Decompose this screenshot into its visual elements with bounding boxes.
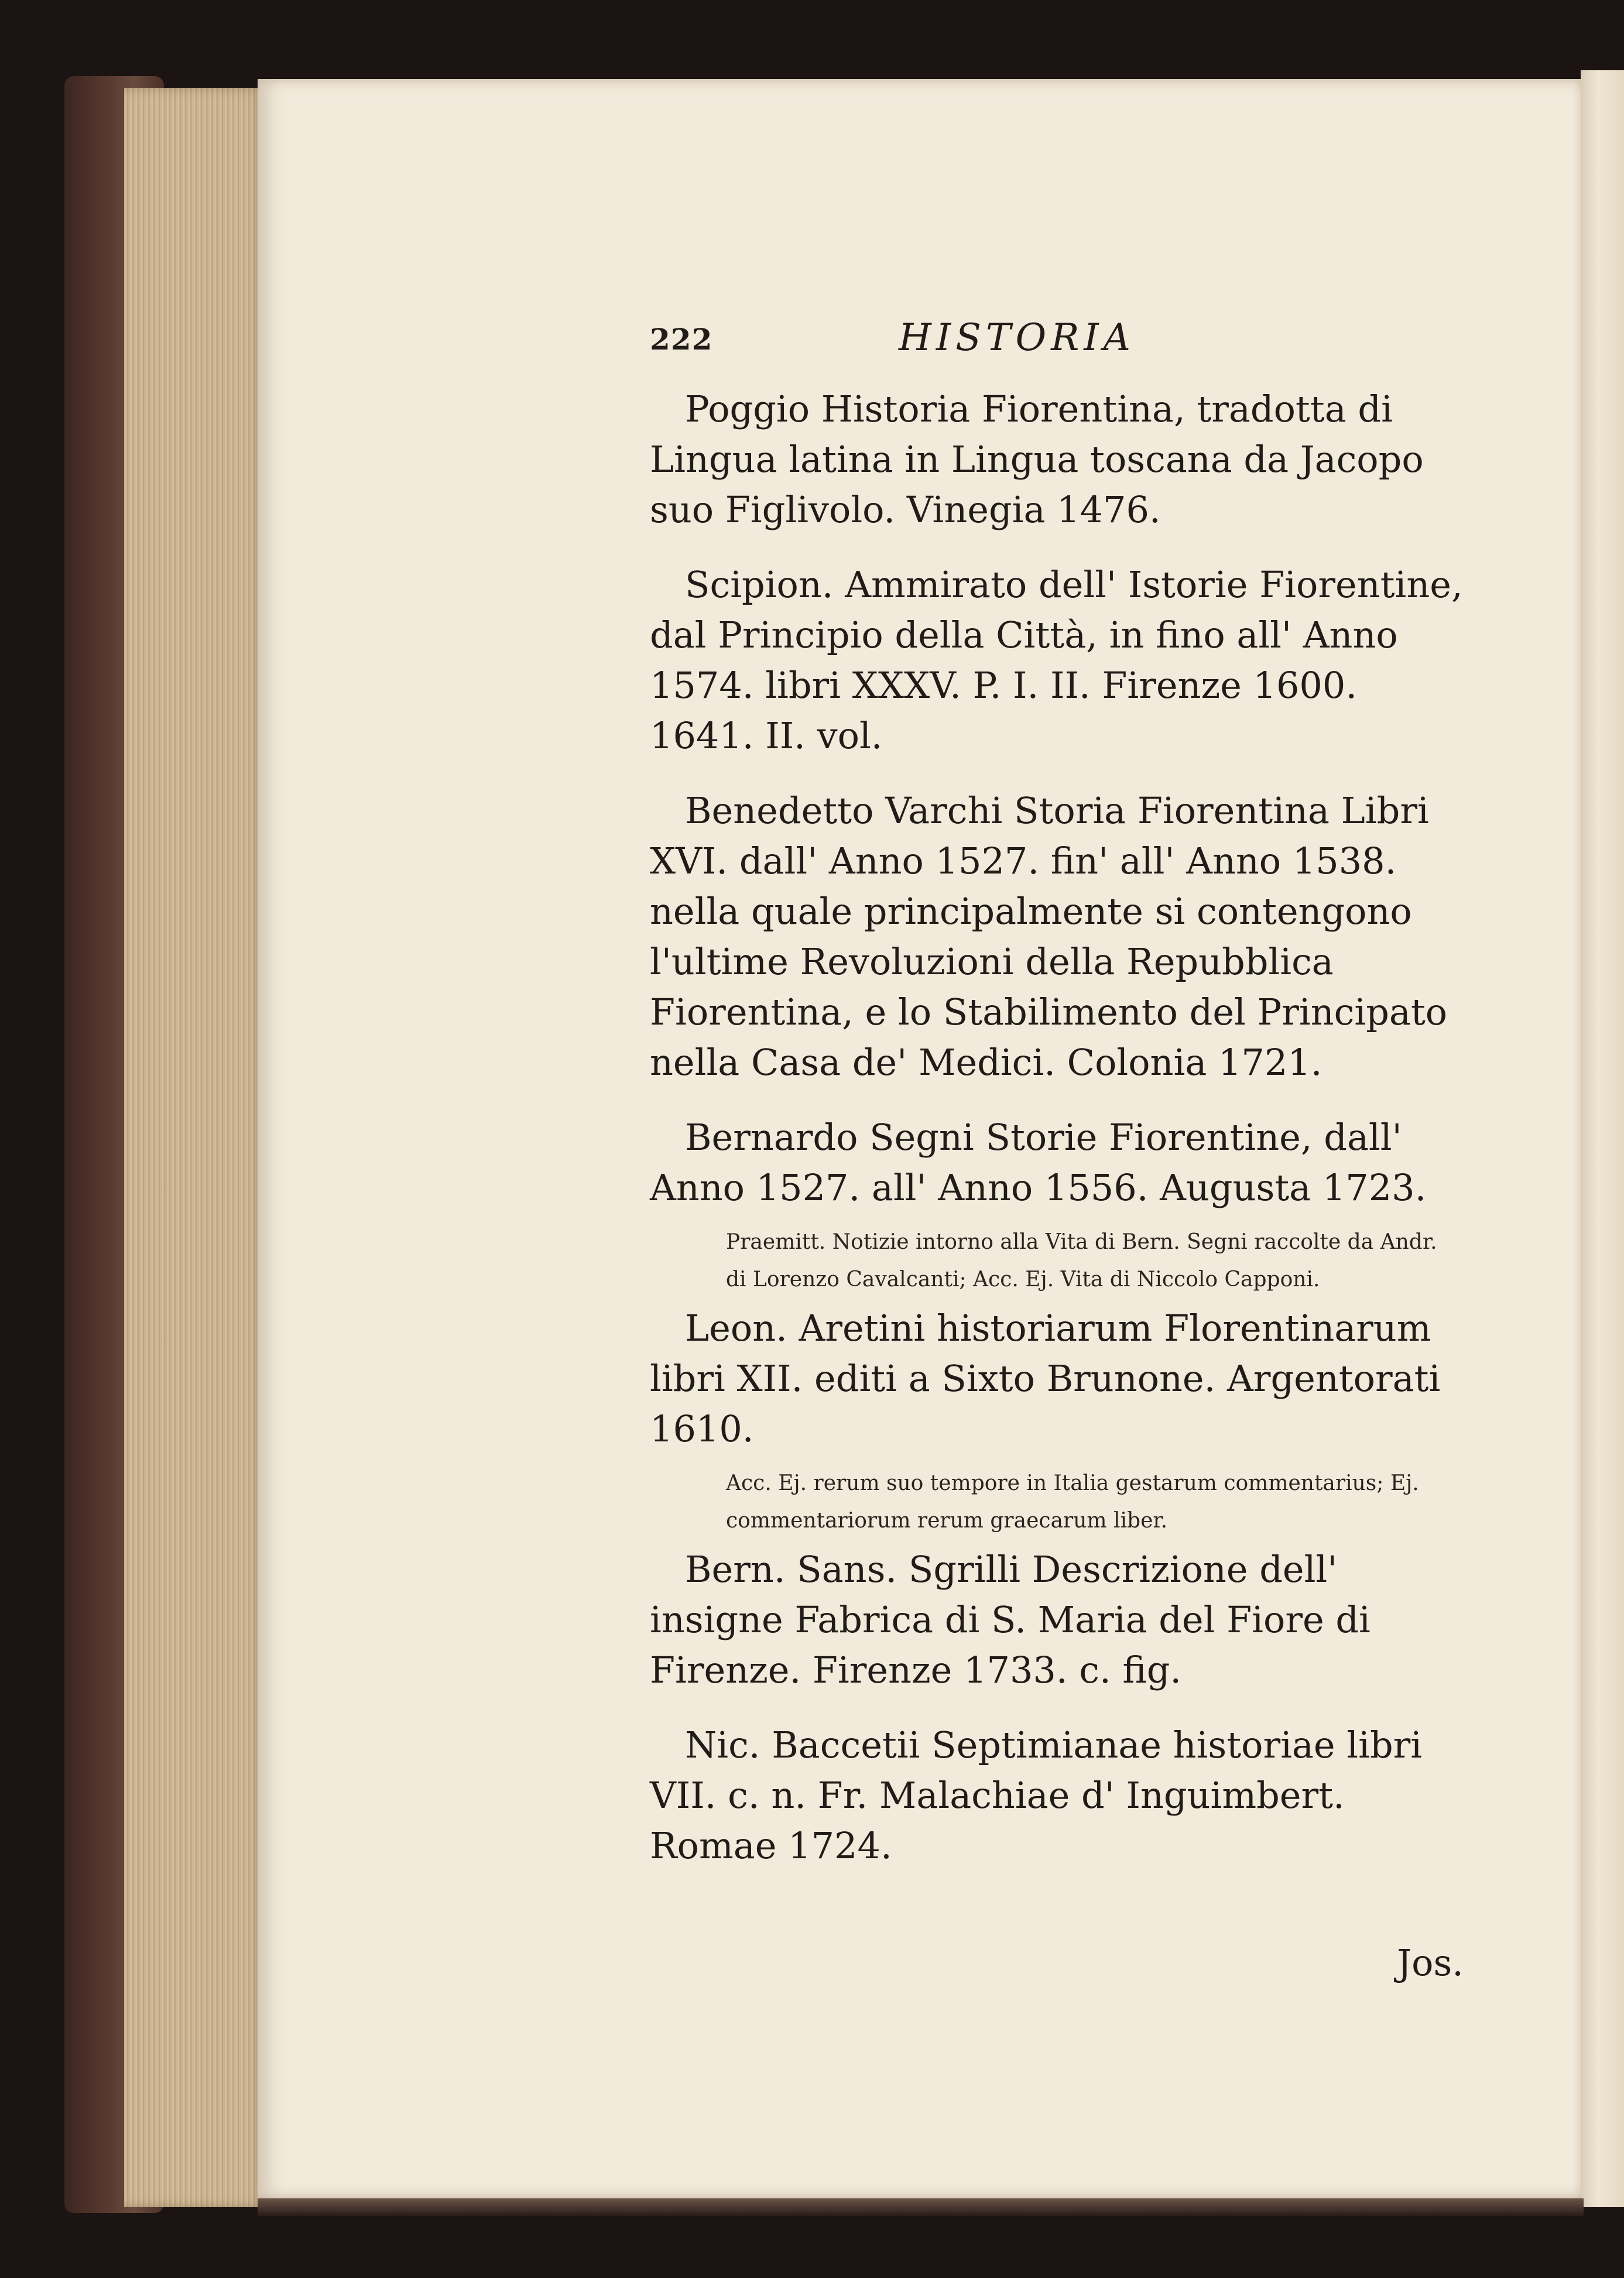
catchword: Jos. (1397, 1941, 1464, 1984)
entry-note: Praemitt. Notizie intorno alla Vita di Bern. Segni raccolte da Andr. di Lorenzo Cavalcanti; Acc. Ej. Vita di Niccolo Capponi. (726, 1230, 1437, 1292)
page-header (650, 316, 1464, 372)
page-bottom-shadow (258, 2198, 1584, 2216)
page-number: 222 (650, 322, 713, 357)
bibliography-entry: Bernardo Segni Storie Fiorentine, dall' Anno 1527. all' Anno 1556. Augusta 1723. (650, 1116, 1427, 1209)
bibliography-entry: Leon. Aretini historiarum Florentinarum libri XII. editi a Sixto Brunone. Argentorati 1610. (650, 1307, 1441, 1450)
bibliography-entry: Scipion. Ammirato dell' Istorie Fiorentine, dal Principio della Città, in fino all' Anno 1574. libri XXXV. P. I. II. Firenze 1600. 1641. II. vol. (650, 563, 1463, 757)
running-head: HISTORIA (899, 316, 1135, 359)
page-stack-edge (124, 88, 265, 2207)
bibliography-entry: Poggio Historia Fiorentina, tradotta di Lingua latina in Lingua toscana da Jacopo suo Figlivolo. Vinegia 1476. (650, 388, 1424, 531)
entry-note: Acc. Ej. rerum suo tempore in Italia gestarum commentarius; Ej. commentariorum rerum graecarum liber. (726, 1471, 1419, 1533)
bibliography-entry: Benedetto Varchi Storia Fiorentina Libri XVI. dall' Anno 1527. fin' all' Anno 1538. nella quale principalmente si contengono l'ultime Revoluzioni della Repubblica Fiorentina, e lo Stabilimento del Principato nella Casa de' Medici. Colonia 1721. (650, 789, 1448, 1084)
bibliography-entry: Nic. Baccetii Septimianae historiae libri VII. c. n. Fr. Malachiae d' Inguimbert. Romae 1724. (650, 1724, 1423, 1867)
facing-page-edge (1581, 70, 1624, 2207)
page-content (650, 316, 1464, 1984)
bibliography-entry: Bern. Sans. Sgrilli Descrizione dell' insigne Fabrica di S. Maria del Fiore di Firenze. Firenze 1733. c. fig. (650, 1548, 1371, 1691)
